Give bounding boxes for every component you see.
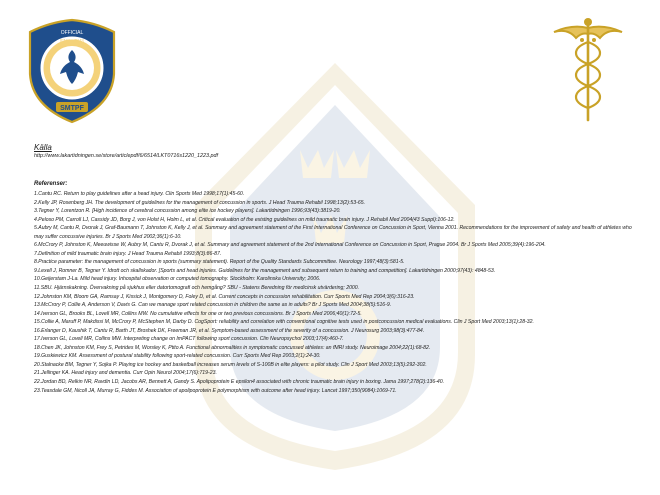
reference-item: 16.Erlanger D, Kaushik T, Cantu R, Barth JT, Broshek DK, Freeman JR, et al. Symptom-based assessment of the severity of a concussion. J Neurosurg 2003;98(3):477-84. bbox=[34, 327, 425, 334]
reference-item: 18.Chen JK, Johnston KM, Frey S, Petrides M, Worsley K, Ptito A. Functional abnormalities in symptomatic concussed athletes: an fMRI study. Neuroimage 2004;22(1):68-82. bbox=[34, 344, 431, 351]
federation-shield-logo bbox=[26, 18, 118, 124]
caduceus-icon bbox=[548, 14, 628, 126]
reference-item: 5.Aubry M, Cantu R, Dvorak J, Graf-Baumann T, Johnston K, Kelly J, et al. Summary and agreement statement of the First International Conference on Concussion in Sport, Vienna 2001. Recommendations for the improvement of safety and health of athletes who may suffer concussive injuries. Br J Sports Med 2002;36(1):6-10. bbox=[34, 225, 632, 240]
reference-item: 14.Iverson GL, Brooks BL, Lovell MR, Collins MW. No cumulative effects for one or two previous concussions. Br J Sports Med 2006;40(1):72-5. bbox=[34, 310, 362, 317]
reference-item: 1.Cantu RC. Return to play guidelines after a head injury. Clin Sports Med 1998;17(1):45-60. bbox=[34, 191, 245, 197]
reference-item: 4.Peloso PM, Carroll LJ, Cassidy JD, Borg J, von Holst H, Holm L, et al. Critical evaluation of the existing guidelines on mild traumatic brain injury. J Rehabil Med 2004(43 Suppl):106-12. bbox=[34, 216, 455, 223]
logo-side-text: IFMA • BMS bbox=[59, 38, 85, 43]
logo-top-text: OFFICIAL bbox=[60, 30, 84, 36]
logo-acronym: SMTPF bbox=[60, 105, 84, 112]
reference-item: 6.McCrory P, Johnston K, Meeuwisse W, Aubry M, Cantu R, Dvorak J, et al. Summary and agreement statement of the 2nd International Conference on Concussion in Sport, Prague 2004. Br J Sports Med 2005;39(4):196-204. bbox=[34, 242, 546, 249]
reference-item: 23.Teasdale GM, Nicoll JA, Murray G, Fiddes M. Association of apolipoprotein E polymorphism with outcome after head injury. Lancet 1997;350(9084):1069-71. bbox=[34, 387, 397, 394]
reference-item: 10.Geijerstam J-La. Mild head injury. Inhospital observation or computed tomography. Stockholm: Karolinska University; 2006. bbox=[34, 276, 321, 283]
reference-item: 12.Johnston KM, Bloom GA, Ramsay J, Kissick J, Montgomery D, Foley D, et al. Current concepts in concussion rehabilitation. Curr Sports Med Rep 2004;3(6):316-23. bbox=[34, 293, 415, 300]
reference-item: 13.McCrory P, Collie A, Anderson V, Davis G. Can we manage sport related concussion in children the same as in adults? Br J Sports Med 2004;38(5):516-9. bbox=[34, 302, 392, 309]
reference-item: 19.Guskiewicz KM. Assessment of postural stability following sport-related concussion. Curr Sports Med Rep 2003;2(1):24-30. bbox=[34, 353, 321, 360]
reference-item: 8.Practice parameter: the management of concussion in sports (summary statement). Report of the Quality Standards Subcommittee. Neurology 1997;48(3):581-5. bbox=[34, 259, 405, 266]
reference-item: 7.Definition of mild traumatic brain injury. J Head Trauma Rehabil 1993;8(3):86-87. bbox=[34, 250, 222, 257]
reference-item: 2.Kelly JP, Rosenberg JH. The development of guidelines for the management of concussion in sports. J Head Trauma Rehabil 1998;13(2):53-65. bbox=[34, 199, 365, 206]
source-url[interactable]: http://www.lakartidningen.se/store/articlepdf/6/6514/LKT0716s1220_1223.pdf bbox=[34, 153, 219, 159]
reference-item: 11.SBU. Hjärnskakning. Övervakning på sjukhus eller datortomografi och hemgång? SBU - Statens Beredning för medicinsk utvärdering; 2000. bbox=[34, 285, 360, 292]
reference-item: 22.Jordan BD, Relkin NR, Ravdin LD, Jacobs AR, Bennett A, Gandy S. Apolipoprotein E epsilon4 associated with chronic traumatic brain injury in boxing. Jama 1997;278(2):136-40. bbox=[34, 379, 445, 386]
reference-item: 15.Collie A, Maruff P, Makdissi M, McCrory P, McStephen M, Darby D. CogSport: reliability and correlation with conventional cognitive tests used in postconcussion medical evaluations. Clin J Sport Med 2003;13(1):28-32. bbox=[34, 319, 534, 326]
reference-item: 20.Stalnacke BM, Tegner Y, Sojka P. Playing ice hockey and basketball increases serum levels of S-100B in elite players: a pilot study. Clin J Sport Med 2003;13(5):292-302. bbox=[34, 361, 427, 368]
source-heading: Källa bbox=[34, 143, 52, 152]
references-heading: Referenser: bbox=[34, 181, 68, 187]
reference-item: 3.Tegner Y, Lorentzon R. [High incidence of cerebral concussion among elite ice hockey players]. Lakartidningen 1996;93(43):3819-20. bbox=[34, 208, 341, 215]
reference-item: 17.Iverson GL, Lovell MR, Collins MW. Interpreting change on ImPACT following sport concussion. Clin Neuropsychol 2003;17(4):460-7. bbox=[34, 336, 344, 343]
reference-item: 9.Lexell J, Romner B, Tegner Y. Idrott och skallskador. [Sports and head injuries. Guidelines for the management and subsequent return to training and competition]. Lakartidningen 2000;97(43): 4848-53. bbox=[34, 267, 496, 274]
references-list bbox=[34, 190, 638, 395]
reference-item: 21.Jellinger KA. Head injury and dementia. Curr Opin Neurol 2004;17(6):719-23. bbox=[34, 370, 217, 377]
